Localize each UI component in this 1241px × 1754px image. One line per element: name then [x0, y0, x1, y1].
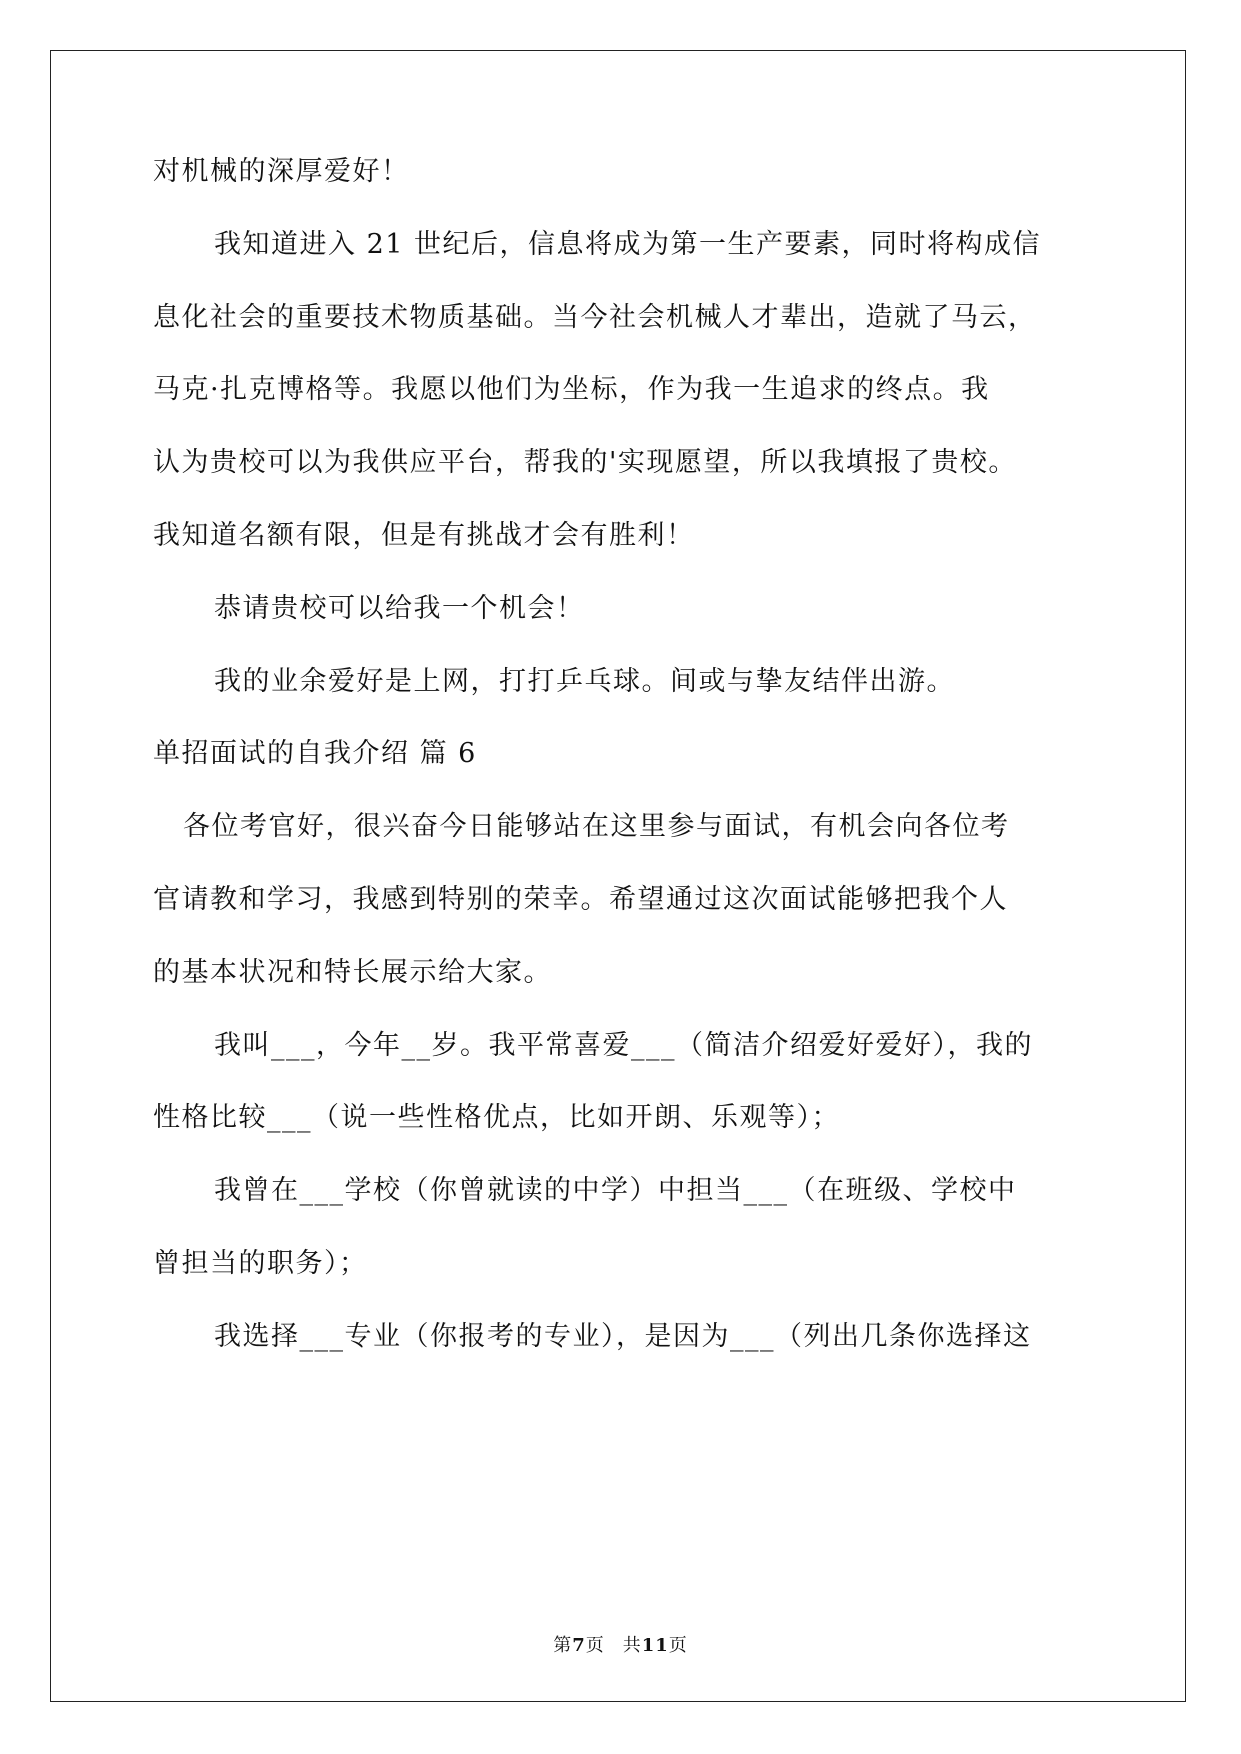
text-line-4: 马克·扎克博格等。我愿以他们为坐标，作为我一生追求的终点。我 — [153, 374, 990, 405]
section-heading: 单招面试的自我介绍 篇 6 — [153, 738, 477, 769]
page-border — [50, 50, 1186, 1702]
text-line-11: 官请教和学习，我感到特别的荣幸。希望通过这次面试能够把我个人 — [153, 884, 1008, 915]
footer-page-number: 7 — [572, 1635, 586, 1656]
text-line-6: 我知道名额有限，但是有挑战才会有胜利！ — [153, 520, 695, 551]
text-line-15: 我曾在___学校（你曾就读的中学）中担当___（在班级、学校中 — [214, 1175, 1017, 1206]
footer-total-suffix: 页 — [668, 1635, 688, 1656]
text-line-3: 息化社会的重要技术物质基础。当今社会机械人才辈出，造就了马云， — [153, 302, 1037, 333]
text-line-10: 各位考官好，很兴奋今日能够站在这里参与面试，有机会向各位考 — [183, 811, 1010, 842]
text-line-12: 的基本状况和特长展示给大家。 — [153, 957, 552, 988]
text-line-14: 性格比较___（说一些性格优点，比如开朗、乐观等）； — [153, 1102, 840, 1133]
footer-prefix: 第 — [553, 1635, 573, 1656]
text-line-1: 对机械的深厚爱好！ — [153, 156, 410, 187]
text-line-7: 恭请贵校可以给我一个机会！ — [214, 593, 585, 624]
footer-total-prefix: 共 — [622, 1635, 642, 1656]
text-line-13: 我叫___，今年__岁。我平常喜爱___（简洁介绍爱好爱好），我的 — [214, 1030, 1033, 1061]
text-line-5: 认为贵校可以为我供应平台，帮我的'实现愿望，所以我填报了贵校。 — [153, 447, 1017, 478]
page-footer — [0, 1635, 1241, 1657]
text-line-8: 我的业余爱好是上网，打打乒乓球。间或与挚友结伴出游。 — [214, 666, 955, 697]
footer-page-suffix: 页 — [585, 1635, 605, 1656]
text-line-2: 我知道进入 21 世纪后，信息将成为第一生产要素，同时将构成信 — [214, 229, 1042, 260]
text-line-16: 曾担当的职务）； — [153, 1248, 368, 1279]
text-line-17: 我选择___专业（你报考的专业），是因为___（列出几条你选择这 — [214, 1321, 1032, 1352]
footer-total-pages: 11 — [641, 1635, 669, 1656]
